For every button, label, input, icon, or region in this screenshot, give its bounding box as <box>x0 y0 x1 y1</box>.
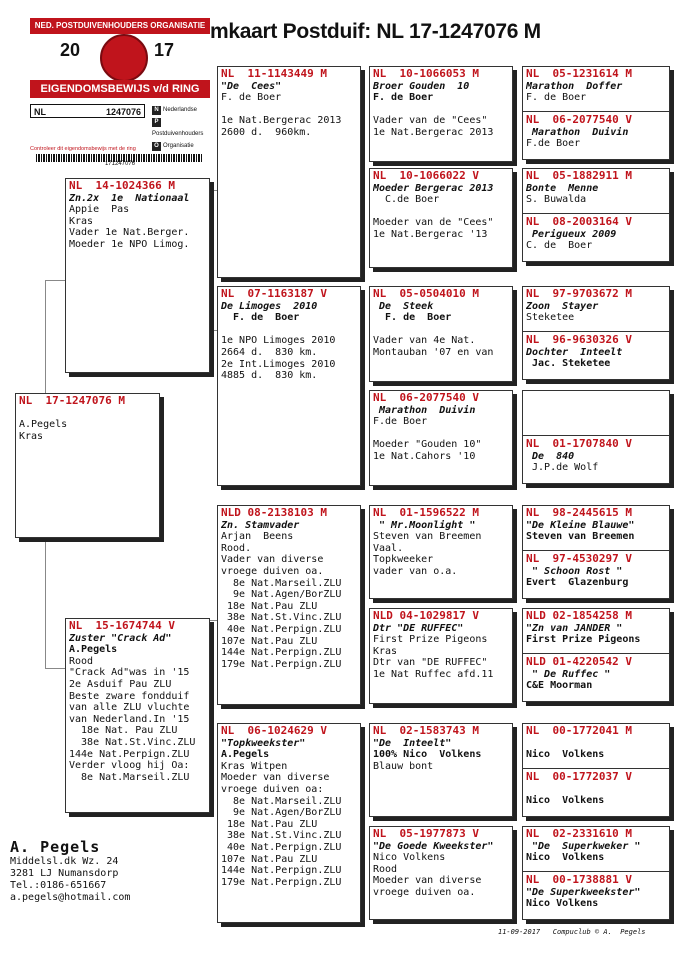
pair-female <box>526 553 666 589</box>
ring-certificate <box>30 18 210 168</box>
pigeon-info: 1e Nat.Bergerac 2013 <box>373 126 494 138</box>
pigeon-card-sire-sire <box>217 66 361 278</box>
pair-female <box>526 656 666 692</box>
pigeon-name: Moeder Bergerac 2013 <box>373 182 494 194</box>
pigeon-info: 8e Nat.Marseil.ZLU <box>221 795 342 807</box>
ring-number: NL 05-1231614 M <box>526 68 632 80</box>
pigeon-info: 107e Nat.Pau ZLU <box>221 853 318 865</box>
pigeon-info <box>526 738 666 750</box>
pigeon-card-pair <box>522 505 670 599</box>
pair-male <box>526 725 666 765</box>
ring-number: NL 06-2077540 V <box>373 392 479 404</box>
pigeon-info: Steketee <box>526 312 575 324</box>
pigeon-info: 1e Nat.Bergerac '13 <box>373 228 488 240</box>
pigeon-info: 2e Asduif Pau ZLU <box>69 678 172 690</box>
legend-letter: P <box>152 118 161 127</box>
pair-divider <box>523 435 669 436</box>
pigeon-name: Bonte Menne <box>526 182 599 194</box>
ring-country: NL <box>34 107 46 117</box>
ring-number: NL 02-1583743 M <box>373 725 479 737</box>
pigeon-info: Moeder van diverse <box>373 875 482 887</box>
pigeon-info: 38e Nat.St.Vinc.ZLU <box>221 612 342 624</box>
pigeon-info: vroege duiven oa. <box>221 565 324 577</box>
pigeon-name: " Mr.Moonlight " <box>373 519 476 531</box>
pigeon-card-g3 <box>369 826 513 920</box>
pigeon-info: 1e Nat.Cahors '10 <box>373 450 476 462</box>
pigeon-info: 1e Nat.Bergerac 2013 <box>221 115 342 127</box>
pigeon-info: 1e NPO Limoges 2010 <box>221 335 336 347</box>
pigeon-info: Nico Volkens <box>526 795 605 807</box>
pigeon-info: S. Buwalda <box>526 194 587 206</box>
pigeon-info: 18e Nat.Pau ZLU <box>221 818 318 830</box>
pigeon-info: Moeder "Gouden 10" <box>373 439 482 451</box>
pigeon-info: 40e Nat.Perpign.ZLU <box>221 841 342 853</box>
pigeon-info <box>373 428 509 440</box>
pigeon-info: 2e Int.Limoges 2010 <box>221 358 336 370</box>
ring-number: NL 00-1738881 V <box>526 874 632 886</box>
pigeon-info: Steven van Breemen <box>373 531 482 543</box>
ring-number: NL 10-1066053 M <box>373 68 479 80</box>
pair-female <box>526 771 666 807</box>
pigeon-card-g3 <box>369 723 513 817</box>
pigeon-name: Marathon Duivin <box>373 404 476 416</box>
pigeon-info: Topkweeker <box>373 554 434 566</box>
legend-letter: N <box>152 106 161 115</box>
certificate-band: EIGENDOMSBEWIJS v/d RING <box>30 80 210 98</box>
pair-male <box>526 610 666 650</box>
org-banner: NED. POSTDUIVENHOUDERS ORGANISATIE <box>30 18 210 34</box>
emblem-icon <box>100 34 148 82</box>
pigeon-info: vroege duiven oa. <box>373 886 476 898</box>
pigeon-info: 100% Nico Volkens <box>373 749 482 761</box>
pigeon-card-subject <box>15 393 160 538</box>
pigeon-card-sire <box>65 178 210 373</box>
pigeon-info: "Crack Ad"was in '15 <box>69 667 190 679</box>
pigeon-card-pair <box>522 168 670 262</box>
pair-divider <box>523 111 669 112</box>
pigeon-info: Kras <box>373 645 398 657</box>
ring-number: NL 96-9630326 V <box>526 334 632 346</box>
pigeon-card-pair <box>522 390 670 484</box>
pair-female <box>526 438 666 474</box>
ring-number: NL 06-2077540 V <box>526 114 632 126</box>
pigeon-info: Moeder 1e NPO Limog. <box>69 238 190 250</box>
pair-divider <box>523 213 669 214</box>
pair-female <box>526 874 666 910</box>
pigeon-info: Dtr van "DE RUFFEC" <box>373 657 488 669</box>
pair-female <box>526 216 666 252</box>
pigeon-info: Vader van 4e Nat. <box>373 335 476 347</box>
pair-divider <box>523 768 669 769</box>
ring-number: NL 05-0504010 M <box>373 288 479 300</box>
pigeon-name: "De Superkweker " <box>526 840 641 852</box>
pigeon-info: 18e Nat.Pau ZLU <box>221 600 318 612</box>
ring-number: NL 02-2331610 M <box>526 828 632 840</box>
ring-number: NL 97-4530297 V <box>526 553 632 565</box>
pigeon-info: Nico Volkens <box>526 898 599 910</box>
ring-number: NL 98-2445615 M <box>526 507 632 519</box>
pigeon-card-g3 <box>369 168 513 268</box>
pigeon-info: Kras <box>19 430 44 442</box>
pigeon-info: 40e Nat.Perpign.ZLU <box>221 623 342 635</box>
pigeon-info: Vader van diverse <box>221 554 324 566</box>
pigeon-info: Vaal. <box>373 542 404 554</box>
pigeon-info: Moeder van de "Cees" <box>373 217 494 229</box>
pigeon-info <box>221 104 357 116</box>
ring-number: NL 05-1977873 V <box>373 828 479 840</box>
pigeon-info: J.P.de Wolf <box>526 462 599 474</box>
pigeon-info: A.Pegels <box>19 419 68 431</box>
pigeon-name: De Limoges 2010 <box>221 300 318 312</box>
pigeon-info: 38e Nat.St.Vinc.ZLU <box>69 736 196 748</box>
pigeon-info: Jac. Steketee <box>526 358 611 370</box>
pigeon-card-g3 <box>369 608 513 704</box>
connector-line <box>45 538 46 668</box>
pigeon-info: Moeder van diverse <box>221 772 330 784</box>
owner-name: A. Pegels <box>10 838 101 856</box>
pigeon-card-g3 <box>369 66 513 162</box>
ring-number: NL 10-1066022 V <box>373 170 479 182</box>
pigeon-info: First Prize Pigeons <box>373 634 488 646</box>
pigeon-info: 2664 d. 830 km. <box>221 346 318 358</box>
pigeon-name: De Steek <box>373 300 434 312</box>
ring-number: NL 15-1674744 V <box>69 620 175 632</box>
pigeon-name: "De Goede Kweekster" <box>373 840 494 852</box>
pigeon-info <box>19 408 156 420</box>
pair-female <box>526 114 666 150</box>
pigeon-info: Vader 1e Nat.Berger. <box>69 227 190 239</box>
pigeon-info: F. de Boer <box>373 312 452 324</box>
owner-phone: Tel.:0186-651667 <box>10 880 107 891</box>
pair-divider <box>523 653 669 654</box>
pair-divider <box>523 331 669 332</box>
pigeon-info: Rood <box>373 863 398 875</box>
pigeon-card-pair <box>522 826 670 920</box>
pigeon-info: F.de Boer <box>526 138 581 150</box>
pigeon-info: Nico Volkens <box>526 852 605 864</box>
pigeon-card-pair <box>522 66 670 160</box>
pigeon-info: Verder vloog hij Oa: <box>69 760 190 772</box>
connector-line <box>45 668 65 669</box>
ring-number: NL 17-1247076 M <box>19 395 125 407</box>
pigeon-info: Rood. <box>221 542 252 554</box>
pair-male <box>526 170 666 210</box>
ring-number: NLD 01-4220542 V <box>526 656 632 668</box>
legend-text: Organisatie <box>163 143 194 149</box>
owner-city: 3281 LJ Numansdorp <box>10 868 119 879</box>
pigeon-card-g3 <box>369 505 513 599</box>
connector-line <box>45 280 65 281</box>
ring-number: 1247076 <box>105 107 141 117</box>
pair-male <box>526 392 666 432</box>
ring-number: NL 00-1772041 M <box>526 725 632 737</box>
pigeon-info: 179e Nat.Perpign.ZLU <box>221 876 342 888</box>
pigeon-info: F.de Boer <box>373 416 428 428</box>
legend-text: Nederlandse <box>163 107 198 113</box>
pigeon-info: 38e Nat.St.Vinc.ZLU <box>221 830 342 842</box>
pigeon-name: Zn. Stamvader <box>221 519 300 531</box>
pigeon-card-dam-sire <box>217 505 361 705</box>
pigeon-name: Marathon Doffer <box>526 80 623 92</box>
pigeon-info: 9e Nat.Agen/BorZLU <box>221 589 342 601</box>
pigeon-info: 8e Nat.Marseil.ZLU <box>69 771 190 783</box>
pigeon-info: 107e Nat.Pau ZLU <box>221 635 318 647</box>
ring-number: NL 07-1163187 V <box>221 288 327 300</box>
ring-number: NL 11-1143449 M <box>221 68 327 80</box>
pigeon-name: " De Ruffec " <box>526 668 611 680</box>
pigeon-info <box>373 104 509 116</box>
owner-email[interactable]: a.pegels@hotmail.com <box>10 892 131 903</box>
pigeon-card-pair <box>522 286 670 380</box>
ring-number: NL 01-1707840 V <box>526 438 632 450</box>
pigeon-name: " Schoon Rost " <box>526 565 623 577</box>
connector-line <box>45 280 46 400</box>
npo-legend <box>152 104 210 152</box>
pigeon-info: Appie Pas <box>69 204 130 216</box>
pigeon-name: Dochter Inteelt <box>526 346 623 358</box>
pigeon-info <box>221 324 357 336</box>
pigeon-info: F. de Boer <box>221 312 300 324</box>
pigeon-name: "Zn van JANDER " <box>526 622 623 634</box>
pigeon-info: vader van o.a. <box>373 565 458 577</box>
owner-address: Middelsl.dk Wz. 24 <box>10 856 119 867</box>
pigeon-name: Dtr "DE RUFFEC" <box>373 622 464 634</box>
pigeon-info: Steven van Breemen <box>526 531 635 543</box>
ring-number: NL 05-1882911 M <box>526 170 632 182</box>
pigeon-info: 1e Nat Ruffec afd.11 <box>373 668 494 680</box>
pigeon-card-dam-dam <box>217 723 361 923</box>
footer-credit: 11-09-2017 Compuclub © A. Pegels <box>498 928 646 936</box>
pair-male <box>526 288 666 328</box>
pigeon-card-dam <box>65 618 210 813</box>
pigeon-name: Broer Gouden 10 <box>373 80 470 92</box>
pigeon-info: Kras <box>69 215 94 227</box>
pair-male <box>526 828 666 868</box>
pigeon-info: Blauw bont <box>373 760 434 772</box>
pigeon-info: Nico Volkens <box>373 852 446 864</box>
pigeon-info: Beste zware fondduif <box>69 690 190 702</box>
pigeon-name: De 840 <box>526 450 575 462</box>
pigeon-info: 144e Nat.Perpign.ZLU <box>221 647 342 659</box>
pigeon-info <box>526 784 666 796</box>
page-title: mkaart Postduif: NL 17-1247076 M <box>210 20 541 43</box>
pigeon-info: C. de Boer <box>526 240 593 252</box>
pair-divider <box>523 550 669 551</box>
pigeon-info: Montauban '07 en van <box>373 346 494 358</box>
pigeon-name: "De Kleine Blauwe" <box>526 519 635 531</box>
pigeon-name: "Topkweekster" <box>221 737 306 749</box>
pigeon-info: First Prize Pigeons <box>526 634 641 646</box>
pigeon-card-sire-dam <box>217 286 361 486</box>
pigeon-info: van alle ZLU vluchte <box>69 702 190 714</box>
pigeon-info: 144e Nat.Perpign.ZLU <box>221 865 342 877</box>
pigeon-info: F. de Boer <box>373 92 434 104</box>
pair-male <box>526 507 666 547</box>
pigeon-info: 18e Nat. Pau ZLU <box>69 725 178 737</box>
pigeon-info: Evert Glazenburg <box>526 577 629 589</box>
pigeon-info: 9e Nat.Agen/BorZLU <box>221 807 342 819</box>
ring-number: NL 14-1024366 M <box>69 180 175 192</box>
ring-number: NL 00-1772037 V <box>526 771 632 783</box>
pair-male <box>526 68 666 108</box>
pigeon-info: C.de Boer <box>373 194 440 206</box>
owner-block <box>10 838 130 904</box>
pigeon-name: Zn.2x 1e Nationaal <box>69 192 190 204</box>
pigeon-info: 4885 d. 830 km. <box>221 370 318 382</box>
ring-number: NL 08-2003164 V <box>526 216 632 228</box>
pigeon-info: A.Pegels <box>221 749 270 761</box>
pigeon-info: 144e Nat.Perpign.ZLU <box>69 748 190 760</box>
pigeon-info: A.Pegels <box>69 644 118 656</box>
pair-female <box>526 334 666 370</box>
pigeon-name: "De Inteelt" <box>373 737 452 749</box>
pigeon-name: Perigueux 2009 <box>526 228 617 240</box>
ring-field <box>30 104 145 118</box>
pigeon-info: 2600 d. 960km. <box>221 126 312 138</box>
pigeon-name: "De Superkweekster" <box>526 886 641 898</box>
pigeon-info: Arjan Beens <box>221 531 294 543</box>
pigeon-info: F. de Boer <box>526 92 587 104</box>
pigeon-info: C&E Moorman <box>526 680 593 692</box>
legend-text: Postduivenhouders <box>152 131 204 137</box>
pigeon-info: Nico Volkens <box>526 749 605 761</box>
pigeon-card-pair <box>522 723 670 817</box>
control-text: Controleer dit eigendomsbewijs met de ring <box>30 146 136 152</box>
pigeon-info: vroege duiven oa: <box>221 783 324 795</box>
year-left: 20 <box>60 40 81 60</box>
pigeon-name: Zuster "Crack Ad" <box>69 632 172 644</box>
ring-number: NL 06-1024629 V <box>221 725 327 737</box>
pigeon-info <box>526 392 666 404</box>
pair-divider <box>523 871 669 872</box>
pigeon-card-g3 <box>369 390 513 486</box>
pigeon-info: Rood <box>69 655 94 667</box>
ring-number: NLD 08-2138103 M <box>221 507 327 519</box>
ring-number: NLD 02-1854258 M <box>526 610 632 622</box>
pigeon-name: Marathon Duivin <box>526 126 629 138</box>
legend-letter: O <box>152 142 161 151</box>
ring-number: NL 97-9703672 M <box>526 288 632 300</box>
pigeon-info <box>373 206 509 218</box>
pigeon-info: van Nederland.In '15 <box>69 713 190 725</box>
pigeon-name: "De Cees" <box>221 80 282 92</box>
pigeon-info: Kras Witpen <box>221 760 288 772</box>
pigeon-card-g3 <box>369 286 513 382</box>
year-right: 17 <box>154 40 175 60</box>
pigeon-card-pair <box>522 608 670 702</box>
pigeon-info: 8e Nat.Marseil.ZLU <box>221 577 342 589</box>
pigeon-name: Zoon Stayer <box>526 300 599 312</box>
barcode-number: 171247076 <box>104 161 136 167</box>
pigeon-info <box>373 324 509 336</box>
pigeon-info: 179e Nat.Perpign.ZLU <box>221 658 342 670</box>
pigeon-info: Vader van de "Cees" <box>373 115 488 127</box>
ring-number: NL 01-1596522 M <box>373 507 479 519</box>
ring-number: NLD 04-1029817 V <box>373 610 479 622</box>
pigeon-info: F. de Boer <box>221 92 282 104</box>
